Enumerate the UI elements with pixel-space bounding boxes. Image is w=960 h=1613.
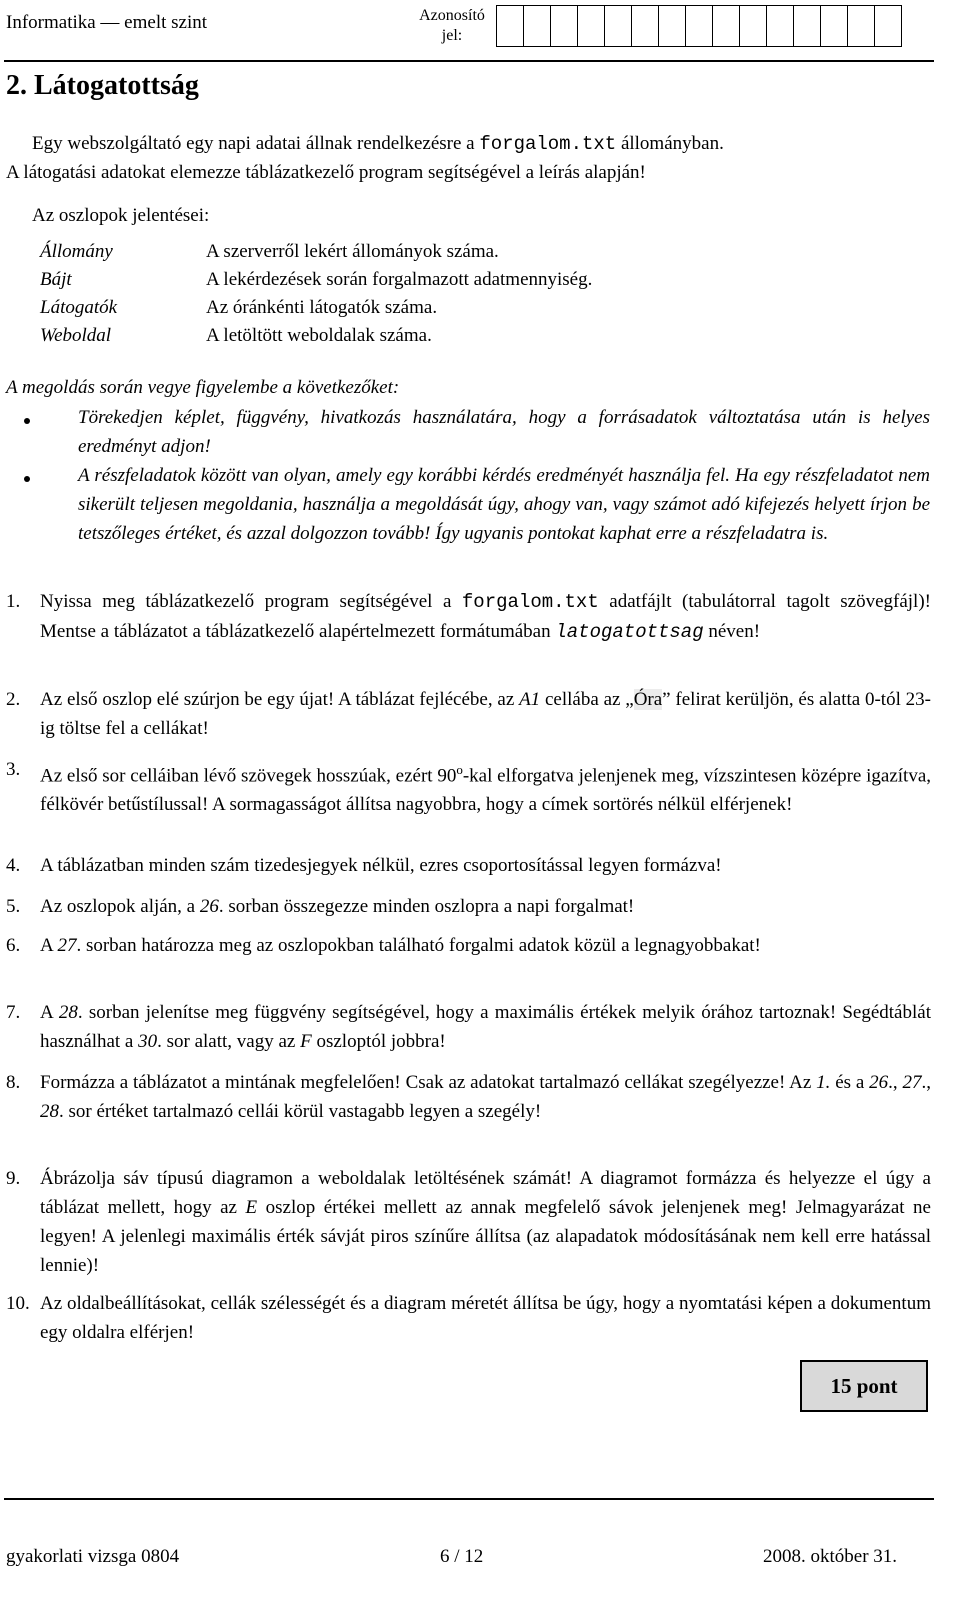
score-box: 15 pont: [800, 1360, 928, 1412]
definition-row: Látogatók Az óránkénti látogatók száma.: [40, 297, 438, 318]
id-boxes: [496, 5, 901, 47]
intro-line2: A látogatási adatokat elemezze táblázatkezelő program segítségével a leírás alapján!: [6, 162, 646, 183]
bullet-icon: [24, 476, 30, 482]
definition-row: Állomány A szerverről lekért állományok száma.: [40, 241, 499, 262]
task-5: 5. Az oszlopok alján, a 26. sorban összegezze minden oszlopra a napi forgalmat!: [6, 896, 635, 917]
intro-line1: Egy webszolgáltató egy napi adatai állnak rendelkezésre a forgalom.txt állományban.: [32, 133, 724, 155]
id-label-line1: Azonosító: [419, 7, 485, 24]
id-label: [412, 6, 492, 46]
id-label-line2: jel:: [441, 27, 463, 44]
columns-title: Az oszlopok jelentései:: [32, 205, 210, 226]
task-2: 2. Az első oszlop elé szúrjon be egy újat! A táblázat fejlécébe, az A1 cellába az „Óra” felirat kerüljön, és alatta 0-tól 23-ig töltse fel a cellákat!: [6, 689, 931, 739]
definition-row: Bájt A lekérdezések során forgalmazott adatmennyiség.: [40, 269, 593, 290]
definition-row: Weboldal A letöltött weboldalak száma.: [40, 325, 432, 346]
page-title: 2. Látogatottság: [6, 70, 199, 101]
footer-rule: [4, 1498, 934, 1500]
bullet-icon: [24, 418, 30, 424]
note-bullet-1: Törekedjen képlet, függvény, hivatkozás használatára, hogy a forrásadatok változtatása után is helyes eredményt adjon!: [78, 407, 930, 457]
task-3: 3. Az első sor celláiban lévő szövegek hosszúak, ezért 90$^o$-kal elforgatva jelenjenek meg, vízszintesen középre igazítva, félkövér betűstílussal! A sormagasságot állítsa nagyobbra, hogy a címek sortörés nélkül elférjenek!: [6, 759, 932, 816]
task-9: 9. Ábrázolja sáv típusú diagramon a weboldalak letöltésének számát! A diagramot formázza és helyezze el úgy a táblázat mellett, hogy az E oszlop értékei mellett az annak megfelelő sávok jelenjenek meg! Jelmagyarázat ne legyen! A jelenlegi maximális érték sávját piros színűre állítsa (az alapadatok módosításának nem kell erre hatással lennie)!: [6, 1168, 931, 1276]
task-8: 8. Formázza a táblázatot a mintának megfelelően! Csak az adatokat tartalmazó cellákat szegélyezze! Az 1. és a 26., 27., 28. sor értéket tartalmazó cellái körül vastagabb legyen a szegély!: [6, 1072, 931, 1122]
task-6: 6. A 27. sorban határozza meg az oszlopokban található forgalmi adatok közül a legnagyobbakat!: [6, 935, 761, 956]
header-rule: [4, 60, 934, 62]
task-1: 1. Nyissa meg táblázatkezelő program segítségével a forgalom.txt adatfájlt (tabulátorral tagolt szövegfájl)! Mentse a táblázatot a táblázatkezelő alapértelmezett formátumában latogatottsag néven!: [6, 591, 931, 643]
header-subject: Informatika — emelt szint: [6, 12, 208, 33]
footer-page-number: 6 / 12: [440, 1546, 484, 1567]
footer-date: 2008. október 31.: [763, 1546, 898, 1567]
footer-exam: gyakorlati vizsga 0804: [6, 1546, 180, 1567]
notes-heading: A megoldás során vegye figyelembe a következőket:: [6, 377, 400, 398]
note-bullet-2: A részfeladatok között van olyan, amely egy korábbi kérdés eredményét használja fel. Ha egy részfeladatot nem sikerült teljesen megoldania, használja a megoldását úgy, ahogy van, vagy számot adó kifejezés helyett írjon be tetszőleges értéket, és azzal dolgozzon tovább! Így ugyanis pontokat kaphat erre a részfeladatra is.: [78, 465, 930, 544]
task-4: 4. A táblázatban minden szám tizedesjegyek nélkül, ezres csoportosítással legyen formázva!: [6, 855, 722, 876]
column-definitions: [40, 238, 592, 350]
task-10: 10. Az oldalbeállításokat, cellák szélességét és a diagram méretét állítsa be úgy, hogy a nyomtatási képen a dokumentum egy oldalra elférjen!: [6, 1293, 931, 1343]
task-7: 7. A 28. sorban jelenítse meg függvény segítségével, hogy a maximális értékek melyik órához tartoznak! Segédtáblát használhat a 30. sor alatt, vagy az F oszloptól jobbra!: [6, 1002, 931, 1052]
filename: forgalom.txt: [479, 133, 617, 155]
